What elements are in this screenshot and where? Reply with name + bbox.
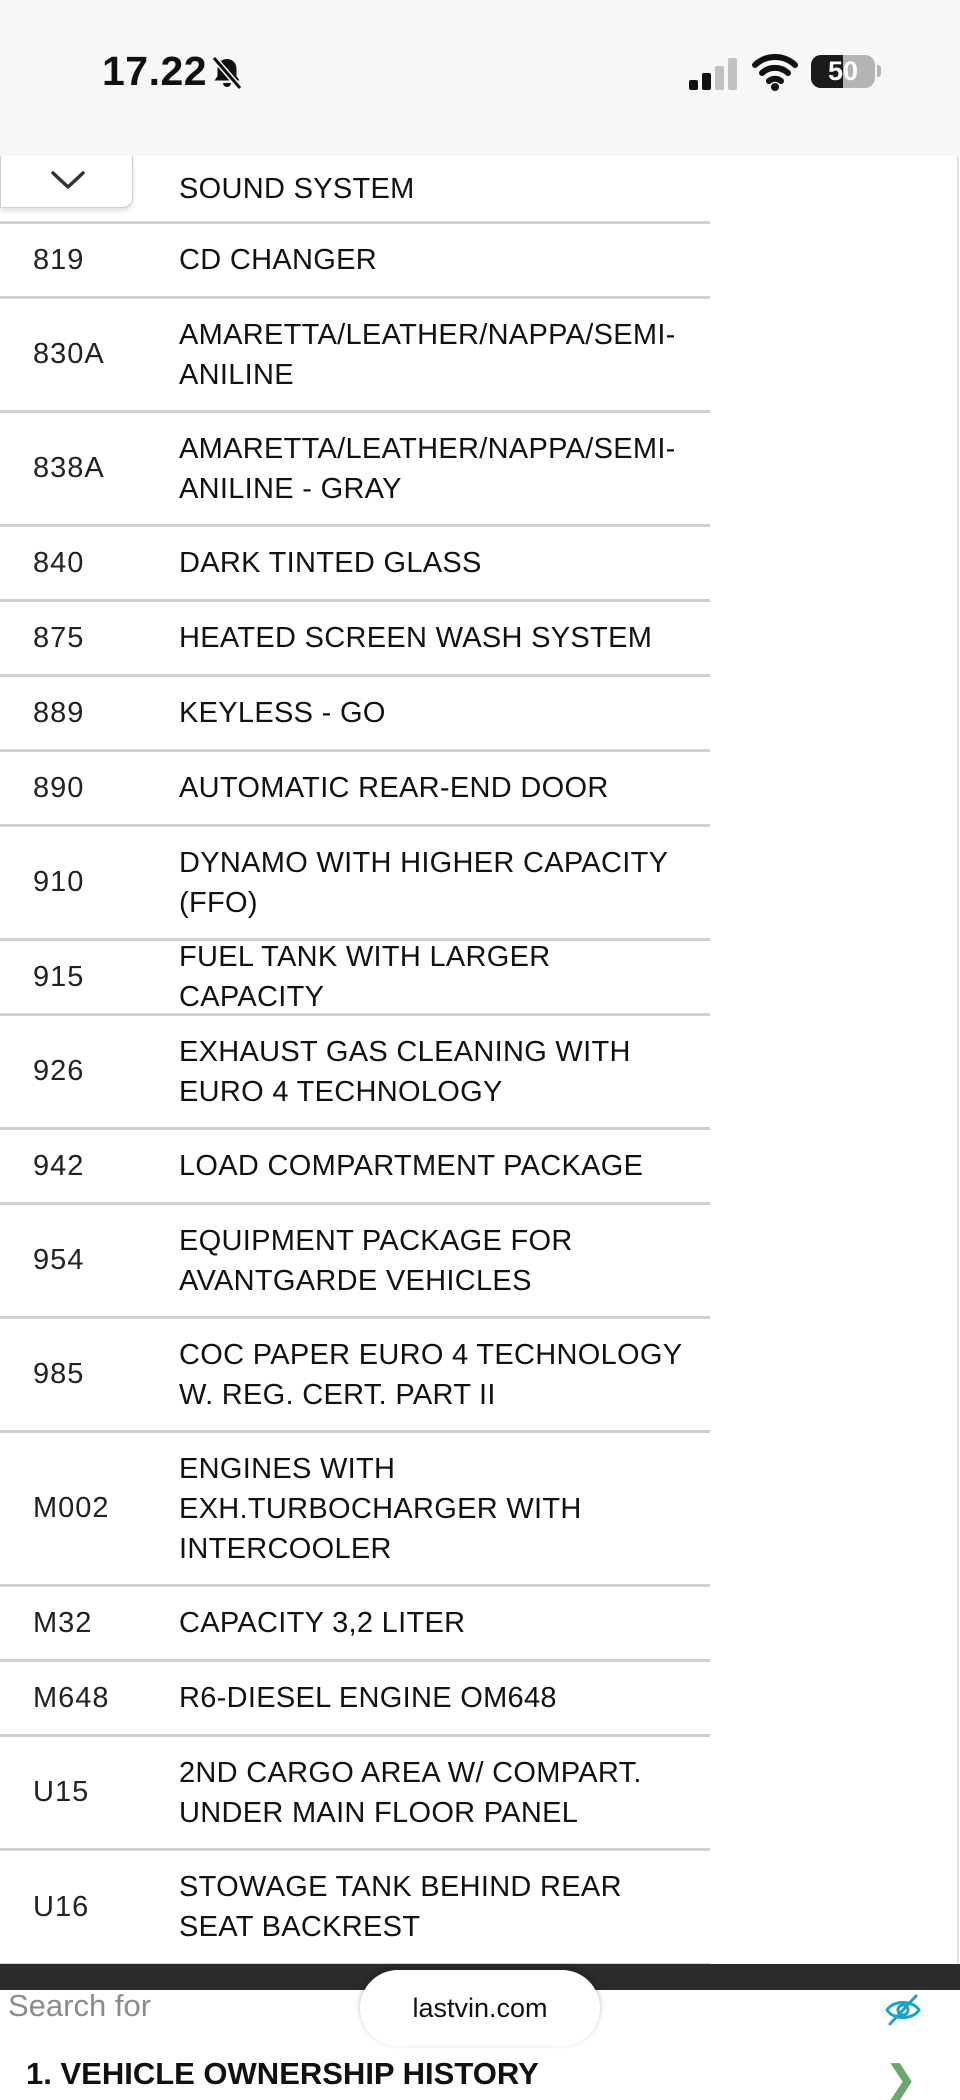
option-code: 875 bbox=[33, 621, 85, 654]
option-description: LOAD COMPARTMENT PACKAGE bbox=[179, 1150, 644, 1182]
option-code: U16 bbox=[33, 1890, 90, 1923]
option-description: EXHAUST GAS CLEANING WITH EURO 4 TECHNOLOGY bbox=[179, 1035, 631, 1108]
option-code: 889 bbox=[33, 696, 85, 729]
table-row bbox=[0, 1851, 710, 1964]
cellular-signal-icon bbox=[687, 58, 739, 90]
collapse-section-button[interactable] bbox=[0, 156, 133, 208]
option-code: M648 bbox=[33, 1681, 110, 1714]
option-code: U15 bbox=[33, 1776, 90, 1808]
table-row bbox=[0, 752, 710, 827]
option-description: CD CHANGER bbox=[179, 244, 377, 276]
option-description: ENGINES WITH EXH.TURBOCHARGER WITH INTERCOOLER bbox=[179, 1452, 582, 1565]
option-description: EQUIPMENT PACKAGE FOR AVANTGARDE VEHICLES bbox=[179, 1224, 573, 1297]
clock: 17.22 bbox=[102, 48, 208, 94]
option-description: CAPACITY 3,2 LITER bbox=[179, 1607, 466, 1639]
option-description: HEATED SCREEN WASH SYSTEM bbox=[179, 622, 653, 654]
option-code: 840 bbox=[33, 546, 85, 579]
option-code: 838A bbox=[33, 452, 105, 484]
option-code: 915 bbox=[33, 960, 85, 993]
option-description: AMARETTA/LEATHER/NAPPA/SEMI-ANILINE bbox=[179, 318, 676, 391]
address-bar[interactable]: lastvin.com bbox=[360, 1970, 600, 2046]
option-description: FUEL TANK WITH LARGER CAPACITY bbox=[179, 941, 551, 1013]
table-row bbox=[0, 941, 710, 1016]
table-row bbox=[0, 677, 710, 752]
status-bar bbox=[0, 0, 960, 156]
chevron-right-icon[interactable]: ❯ bbox=[886, 2058, 917, 2099]
option-description: DYNAMO WITH HIGHER CAPACITY (FFO) bbox=[179, 846, 668, 919]
page-content bbox=[0, 156, 960, 1964]
table-row bbox=[0, 1737, 710, 1851]
ad-result-link[interactable]: 1. VEHICLE OWNERSHIP HISTORY bbox=[26, 2056, 539, 2091]
option-description: DARK TINTED GLASS bbox=[179, 547, 482, 579]
option-description: KEYLESS - GO bbox=[179, 697, 386, 729]
table-row bbox=[0, 413, 710, 527]
option-description: SOUND SYSTEM bbox=[179, 172, 415, 205]
wifi-icon bbox=[752, 52, 798, 92]
chevron-down-icon bbox=[49, 168, 87, 192]
option-code: 985 bbox=[33, 1358, 85, 1390]
option-code: 819 bbox=[33, 243, 85, 276]
option-code: 890 bbox=[33, 771, 85, 804]
page-edge-divider bbox=[957, 156, 959, 1964]
option-code: M32 bbox=[33, 1606, 93, 1639]
bell-muted-icon bbox=[207, 53, 247, 93]
battery-icon bbox=[811, 55, 875, 88]
table-row bbox=[0, 1130, 710, 1205]
table-row bbox=[0, 602, 710, 677]
table-row bbox=[0, 1016, 710, 1130]
option-description: 2ND CARGO AREA W/ COMPART. UNDER MAIN FLOOR PANEL bbox=[179, 1756, 642, 1829]
option-description: AMARETTA/LEATHER/NAPPA/SEMI-ANILINE - GRAY bbox=[179, 432, 676, 505]
option-code: M002 bbox=[33, 1492, 110, 1524]
option-code: 942 bbox=[33, 1149, 85, 1182]
option-description: AUTOMATIC REAR-END DOOR bbox=[179, 772, 609, 804]
ad-hide-eye-icon[interactable] bbox=[884, 1991, 922, 2029]
options-table bbox=[0, 156, 710, 1964]
option-description: STOWAGE TANK BEHIND REAR SEAT BACKREST bbox=[179, 1871, 622, 1943]
battery-cap bbox=[877, 65, 881, 77]
table-row bbox=[0, 1587, 710, 1662]
table-row bbox=[0, 527, 710, 602]
option-code: 910 bbox=[33, 866, 85, 898]
option-code: 830A bbox=[33, 338, 105, 370]
table-row bbox=[0, 1433, 710, 1587]
table-row bbox=[0, 1319, 710, 1433]
table-row bbox=[0, 1662, 710, 1737]
battery-percent: 50 bbox=[827, 56, 859, 86]
option-code: 954 bbox=[33, 1244, 85, 1276]
option-code: 926 bbox=[33, 1055, 85, 1087]
table-row bbox=[0, 224, 710, 299]
option-description: COC PAPER EURO 4 TECHNOLOGY W. REG. CERT. PART II bbox=[179, 1338, 682, 1411]
table-row bbox=[0, 1205, 710, 1319]
table-row bbox=[0, 299, 710, 413]
option-description: R6-DIESEL ENGINE OM648 bbox=[179, 1682, 557, 1714]
table-row bbox=[0, 827, 710, 941]
search-ad-label: Search for bbox=[8, 1988, 152, 2023]
